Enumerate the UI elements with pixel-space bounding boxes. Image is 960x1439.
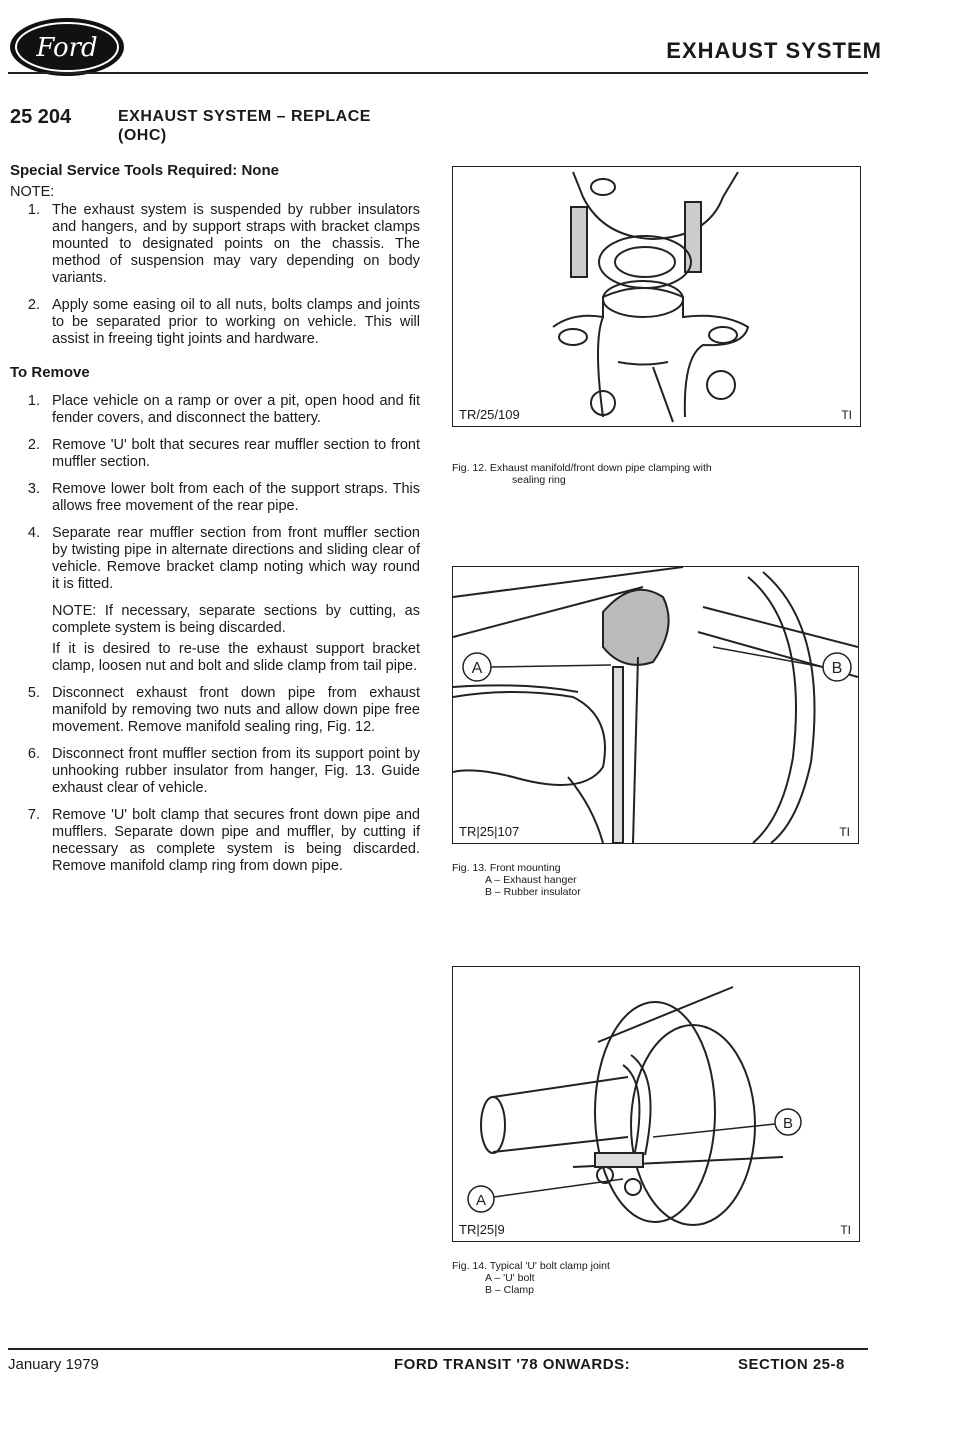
header-rule	[8, 72, 868, 74]
figure-14-caption-line: Fig. 14. Typical 'U' bolt clamp joint	[452, 1260, 610, 1272]
callout-a: A	[475, 1192, 487, 1209]
step-item	[10, 481, 420, 515]
figure-14-legend-a: A – 'U' bolt	[485, 1272, 535, 1284]
page-header-title: EXHAUST SYSTEM	[666, 38, 882, 63]
figure-14-illustration	[452, 966, 860, 1242]
figure-12-caption-line: Fig. 12. Exhaust manifold/front down pipe clamping with	[452, 462, 712, 474]
u-bolt-clamp-drawing	[453, 967, 859, 1241]
figure-12-caption	[452, 462, 872, 486]
section-title-line1: EXHAUST SYSTEM – REPLACE	[118, 108, 371, 125]
to-remove-heading: To Remove	[10, 364, 90, 381]
figure-13-legend-b: B – Rubber insulator	[485, 886, 581, 898]
step-text: Remove lower bolt from each of the support straps. This allows free movement of the rear pipe.	[52, 481, 420, 514]
figure-13-legend-a: A – Exhaust hanger	[485, 874, 577, 886]
callout-b: B	[831, 660, 843, 677]
logo-script-text: Ford	[36, 33, 98, 63]
note-label: NOTE:	[10, 184, 55, 200]
step-text: Disconnect exhaust front down pipe from exhaust manifold by removing two nuts and allow down pipe free movement. Remove manifold sealing ring, Fig. 12.	[52, 685, 420, 735]
note-text: The exhaust system is suspended by rubber insulators and hangers, and by support straps with bracket clamps mounted to designated points on the chassis. The method of suspension may vary depending on body variants.	[52, 202, 420, 286]
footer-section-number: SECTION 25-8	[738, 1356, 845, 1373]
step-item	[10, 525, 420, 593]
step-text: Remove 'U' bolt that secures rear muffler section to front muffler section.	[52, 437, 420, 470]
figure-12-caption-line: sealing ring	[512, 474, 566, 486]
step-number: 6.	[27, 746, 40, 762]
figure-12-mark: TI	[841, 408, 852, 422]
note-text: Apply some easing oil to all nuts, bolts clamps and joints to be separated prior to working on vehicle. This will assist in freeing tight joints and hardware.	[52, 297, 420, 347]
step-number: 2.	[27, 437, 40, 453]
figure-14-mark: TI	[840, 1223, 851, 1237]
figure-14-legend-b: B – Clamp	[485, 1284, 535, 1296]
figure-12-illustration	[452, 166, 861, 427]
figure-13-caption-line: Fig. 13. Front mounting	[452, 862, 561, 874]
footer-date: January 1979	[8, 1356, 99, 1373]
step-text: Disconnect front muffler section from its support point by unhooking rubber insulator from hanger, Fig. 13. Guide exhaust clear of vehicle.	[52, 746, 420, 796]
footer-rule	[8, 1348, 868, 1350]
step-number: 1.	[27, 393, 40, 409]
step4-note-line: If it is desired to re-use the exhaust support bracket clamp, loosen nut and bolt and slide clamp from tail pipe.	[52, 641, 420, 674]
step4-note	[52, 603, 420, 675]
note-number: 1.	[27, 202, 40, 218]
figure-13-mark: TI	[839, 825, 850, 839]
section-title	[118, 107, 371, 145]
figure-14-ref: TR|25|9	[459, 1222, 505, 1237]
tools-required: Special Service Tools Required: None	[10, 162, 279, 179]
note-number: 2.	[27, 297, 40, 313]
figure-12-ref: TR/25/109	[459, 407, 520, 422]
section-number: 25 204	[10, 106, 72, 128]
figure-14-caption	[452, 1260, 872, 1296]
step-item	[10, 746, 420, 797]
note-item	[10, 202, 420, 287]
step-number: 5.	[27, 685, 40, 701]
step-item	[10, 807, 420, 875]
callout-a: A	[471, 660, 483, 677]
ford-logo	[8, 16, 126, 78]
step-text: Separate rear muffler section from front muffler section by twisting pipe in alternate directions and sliding clear of vehicle. Remove bracket clamp noting which way round it is fitted.	[52, 525, 420, 592]
step-text: Remove 'U' bolt clamp that secures front down pipe and mufflers. Separate down pipe and muffler, by cutting if necessary as complete system is being discarded. Remove manifold clamp ring from down pipe.	[52, 807, 420, 874]
step-item	[10, 393, 420, 427]
procedure-text	[10, 162, 420, 885]
figure-13-illustration	[452, 566, 859, 844]
figure-13-caption	[452, 862, 872, 898]
figure-13-ref: TR|25|107	[459, 824, 520, 839]
step-number: 3.	[27, 481, 40, 497]
callout-b: B	[782, 1115, 794, 1132]
step-number: 4.	[27, 525, 40, 541]
front-mounting-drawing	[453, 567, 858, 843]
footer-publication-title: FORD TRANSIT '78 ONWARDS:	[394, 1356, 631, 1373]
step-text: Place vehicle on a ramp or over a pit, open hood and fit fender covers, and disconnect the battery.	[52, 393, 420, 426]
note-item	[10, 297, 420, 348]
step4-note-line: NOTE: If necessary, separate sections by cutting, as complete system is being discarded.	[52, 603, 420, 636]
section-title-line2: (OHC)	[118, 127, 167, 144]
manifold-clamp-drawing	[453, 167, 860, 426]
step-item	[10, 437, 420, 471]
step-number: 7.	[27, 807, 40, 823]
step-item	[10, 685, 420, 736]
